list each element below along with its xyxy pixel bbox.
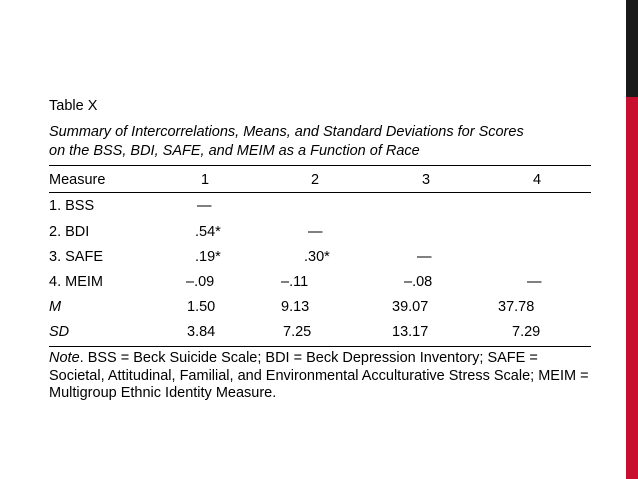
cell: .30* bbox=[304, 249, 330, 265]
cell: 7.25 bbox=[283, 324, 312, 340]
row-label-mean: M bbox=[49, 299, 62, 315]
row-label: 4. MEIM bbox=[49, 274, 103, 290]
table-row bbox=[49, 274, 591, 294]
table-row bbox=[49, 198, 591, 218]
table-row bbox=[49, 249, 591, 269]
cell: — bbox=[527, 274, 542, 290]
caption-line-2: on the BSS, BDI, SAFE, and MEIM as a Function of Race bbox=[49, 143, 420, 159]
cell: — bbox=[197, 198, 212, 214]
note-label: Note bbox=[49, 350, 80, 366]
cell: –.08 bbox=[404, 274, 433, 290]
row-label: 2. BDI bbox=[49, 224, 90, 240]
slide-accent-bar-red bbox=[626, 97, 638, 479]
cell: –.11 bbox=[281, 274, 309, 290]
table-row bbox=[49, 224, 591, 244]
cell: –.09 bbox=[186, 274, 215, 290]
header-col-1: 1 bbox=[201, 172, 210, 188]
slide-accent-bar-dark bbox=[626, 0, 638, 97]
header-col-4: 4 bbox=[533, 172, 542, 188]
cell: 9.13 bbox=[281, 299, 310, 315]
header-measure: Measure bbox=[49, 172, 106, 188]
cell: .54* bbox=[195, 224, 221, 240]
cell: — bbox=[417, 249, 432, 265]
table-note bbox=[49, 350, 591, 403]
header-col-3: 3 bbox=[422, 172, 431, 188]
header-top-rule bbox=[49, 165, 591, 166]
header-bottom-rule bbox=[49, 192, 591, 193]
caption-line-1: Summary of Intercorrelations, Means, and Standard Deviations for Scores bbox=[49, 124, 524, 140]
cell: 13.17 bbox=[392, 324, 429, 340]
row-label-sd: SD bbox=[49, 324, 70, 340]
cell: 39.07 bbox=[392, 299, 429, 315]
cell: 1.50 bbox=[187, 299, 216, 315]
cell: 37.78 bbox=[498, 299, 535, 315]
cell: 3.84 bbox=[187, 324, 216, 340]
cell: 7.29 bbox=[512, 324, 541, 340]
row-label: 3. SAFE bbox=[49, 249, 103, 265]
note-text: . BSS = Beck Suicide Scale; BDI = Beck Depression Inventory; SAFE = Societal, Attitudinal, Familial, and Environmental Acculturative Stress Scale; MEIM = Multigroup Ethnic Identity Measure. bbox=[49, 350, 589, 401]
row-label: 1. BSS bbox=[49, 198, 95, 214]
cell: — bbox=[308, 224, 323, 240]
table-bottom-rule bbox=[49, 346, 591, 347]
cell: .19* bbox=[195, 249, 221, 265]
table-row bbox=[49, 299, 591, 319]
header-col-2: 2 bbox=[311, 172, 320, 188]
table-row bbox=[49, 324, 591, 344]
header-row bbox=[49, 172, 591, 192]
table-caption bbox=[49, 123, 524, 161]
table-label: Table X bbox=[49, 98, 98, 114]
